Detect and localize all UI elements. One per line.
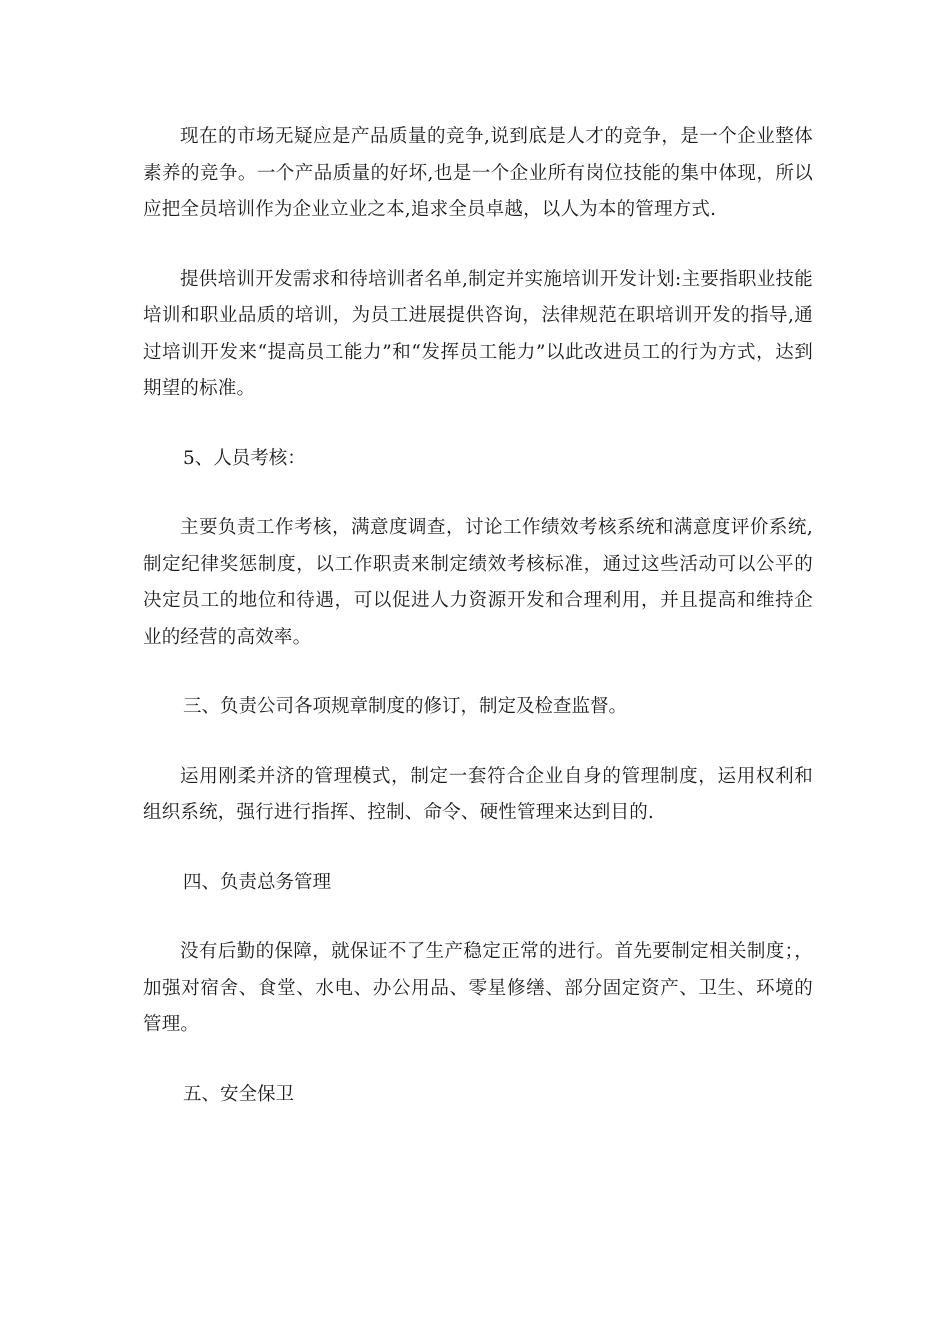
paragraph-training-plan: 提供培训开发需求和待培训者名单,制定并实施培训开发计划:主要指职业技能培训和职业品质的培训，为员工进展提供咨询，法律规范在职培训开发的指导,通过培训开发来“提高员工能力”和“发挥员工能力”以此改进员工的行为方式，达到期望的标准。 bbox=[143, 268, 813, 399]
paragraph-spacer bbox=[143, 901, 813, 934]
section-heading-regulations: 三、负责公司各项规章制度的修订，制定及检查监督。 bbox=[183, 696, 628, 717]
paragraph-spacer bbox=[143, 832, 813, 865]
paragraph-management-mode: 运用刚柔并济的管理模式，制定一套符合企业自身的管理制度，运用权利和组织系统，强行进行指挥、控制、命令、硬性管理来达到目的. bbox=[143, 765, 813, 823]
paragraph-spacer bbox=[143, 477, 813, 510]
paragraph-market-competition: 现在的市场无疑应是产品质量的竞争,说到底是人才的竞争，是一个企业整体素养的竞争。一个产品质量的好坏,也是一个企业所有岗位技能的集中体现，所以应把全员培训作为企业立业之本,追求全员卓越，以人为本的管理方式. bbox=[143, 126, 813, 220]
section-heading-general-affairs: 四、负责总务管理 bbox=[183, 871, 332, 893]
section-heading-security: 五、安全保卫 bbox=[183, 1083, 295, 1105]
document-body bbox=[143, 119, 813, 1113]
paragraph-spacer bbox=[143, 229, 813, 262]
paragraph-logistics: 没有后勤的保障，就保证不了生产稳定正常的进行。首先要制定相关制度；，加强对宿舍、食堂、水电、办公用品、零星修缮、部分固定资产、卫生、环境的管理。 bbox=[143, 941, 813, 1035]
paragraph-assessment-duties: 主要负责工作考核，满意度调查，讨论工作绩效考核系统和满意度评价系统,制定纪律奖惩制度，以工作职责来制定绩效考核标准，通过这些活动可以公平的决定员工的地位和待遇，可以促进人力资源开发和合理利用，并且提高和维持企业的经营的高效率。 bbox=[143, 517, 813, 648]
paragraph-spacer bbox=[143, 1044, 813, 1077]
section-heading-personnel-assessment: 5、人员考核： bbox=[183, 447, 306, 469]
paragraph-spacer bbox=[143, 656, 813, 689]
paragraph-spacer bbox=[143, 408, 813, 441]
paragraph-spacer bbox=[143, 726, 813, 759]
